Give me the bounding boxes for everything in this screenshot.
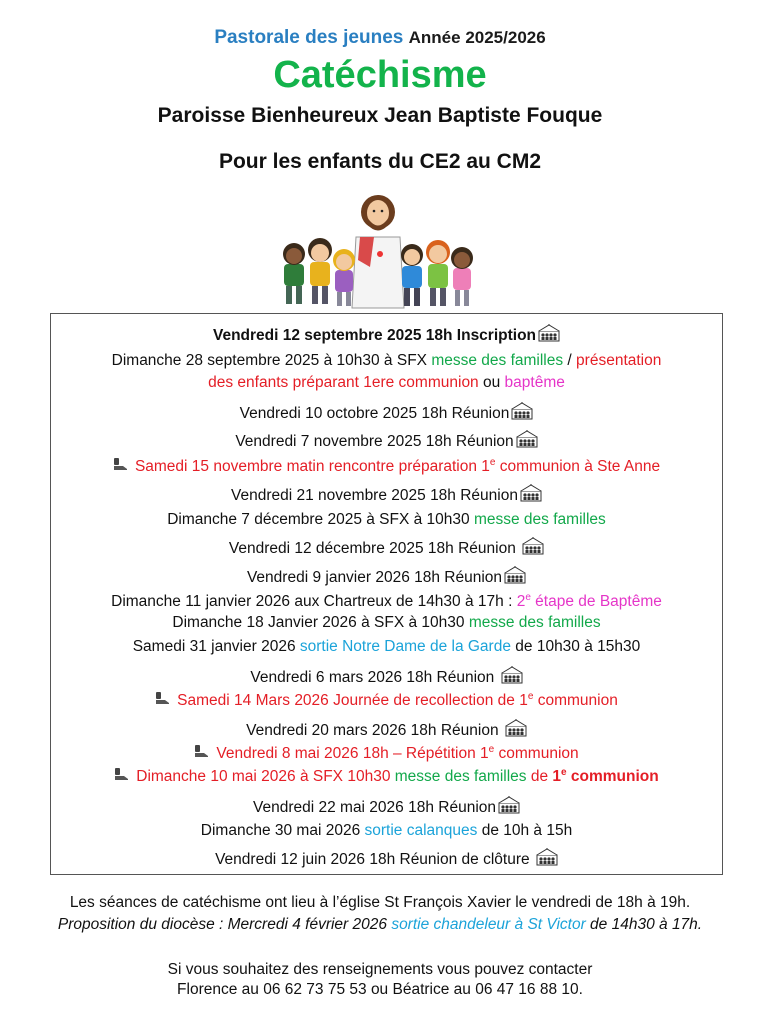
event-row: Dimanche 7 décembre 2025 à SFX à 10h30 messe des familles bbox=[167, 511, 606, 528]
church-group-icon bbox=[520, 484, 542, 502]
church-group-icon bbox=[505, 719, 527, 737]
event-row: Samedi 15 novembre matin rencontre préparation 1e communion à Ste Anne bbox=[51, 457, 722, 477]
event-row: Vendredi 12 septembre 2025 18h Inscription bbox=[51, 324, 722, 346]
contact-phones: Florence au 06 62 73 75 53 ou Béatrice au 06 47 16 88 10. bbox=[177, 981, 583, 998]
page-title: Catéchisme bbox=[273, 54, 487, 96]
org-name: Pastorale des jeunes bbox=[214, 27, 404, 48]
event-row: Vendredi 20 mars 2026 18h Réunion bbox=[51, 719, 722, 741]
parish-name: Paroisse Bienheureux Jean Baptiste Fouque bbox=[157, 104, 603, 127]
jesus-with-children-illustration bbox=[278, 182, 478, 310]
event-row: Vendredi 22 mai 2026 18h Réunion bbox=[51, 796, 722, 818]
event-row: Dimanche 28 septembre 2025 à 10h30 à SFX messe des familles / présentation bbox=[111, 352, 662, 369]
diocese-proposal: Proposition du diocèse : Mercredi 4 février 2026 sortie chandeleur à St Victor de 14h30 à 17h. bbox=[57, 916, 703, 933]
footstep-icon bbox=[194, 744, 210, 758]
footstep-icon bbox=[155, 691, 171, 705]
event-row: Dimanche 11 janvier 2026 aux Chartreux de 14h30 à 17h : 2e étape de Baptême bbox=[111, 591, 662, 610]
church-group-icon bbox=[501, 666, 523, 684]
event-row-continuation: des enfants préparant 1ere communion ou baptême bbox=[208, 374, 565, 391]
event-row: Vendredi 12 juin 2026 18h Réunion de clôture bbox=[51, 848, 722, 870]
schedule-box bbox=[50, 313, 723, 875]
header-line bbox=[0, 26, 760, 50]
church-group-icon bbox=[498, 796, 520, 814]
event-row: Vendredi 21 novembre 2025 18h Réunion bbox=[51, 484, 722, 506]
footstep-icon bbox=[114, 767, 130, 781]
church-group-icon bbox=[522, 537, 544, 555]
event-row: Vendredi 8 mai 2026 18h – Répétition 1e communion bbox=[51, 744, 722, 764]
event-row: Vendredi 7 novembre 2025 18h Réunion bbox=[51, 430, 722, 452]
event-row: Samedi 31 janvier 2026 sortie Notre Dame de la Garde de 10h30 à 15h30 bbox=[132, 638, 641, 655]
event-row: Vendredi 9 janvier 2026 18h Réunion bbox=[51, 566, 722, 588]
church-group-icon bbox=[504, 566, 526, 584]
event-row: Vendredi 6 mars 2026 18h Réunion bbox=[51, 666, 722, 688]
schedule-note: Les séances de catéchisme ont lieu à l’église St François Xavier le vendredi de 18h à 19h. bbox=[69, 894, 691, 911]
church-group-icon bbox=[511, 402, 533, 420]
event-row: Vendredi 12 décembre 2025 18h Réunion bbox=[51, 537, 722, 559]
school-year: Année 2025/2026 bbox=[408, 28, 546, 47]
church-group-icon bbox=[516, 430, 538, 448]
church-group-icon bbox=[536, 848, 558, 866]
event-row: Samedi 14 Mars 2026 Journée de recollection de 1e communion bbox=[51, 691, 722, 711]
contact-line: Si vous souhaitez des renseignements vous pouvez contacter bbox=[167, 961, 593, 978]
footstep-icon bbox=[113, 457, 129, 471]
audience: Pour les enfants du CE2 au CM2 bbox=[218, 150, 542, 173]
event-row: Vendredi 10 octobre 2025 18h Réunion bbox=[51, 402, 722, 424]
header bbox=[0, 26, 760, 176]
jesus-figure bbox=[352, 195, 404, 308]
event-row: Dimanche 30 mai 2026 sortie calanques de 10h à 15h bbox=[200, 822, 573, 839]
church-group-icon bbox=[538, 324, 560, 342]
event-row: Dimanche 18 Janvier 2026 à SFX à 10h30 messe des familles bbox=[172, 614, 601, 631]
event-row: Dimanche 10 mai 2026 à SFX 10h30 messe des familles de 1e communion bbox=[51, 767, 722, 787]
